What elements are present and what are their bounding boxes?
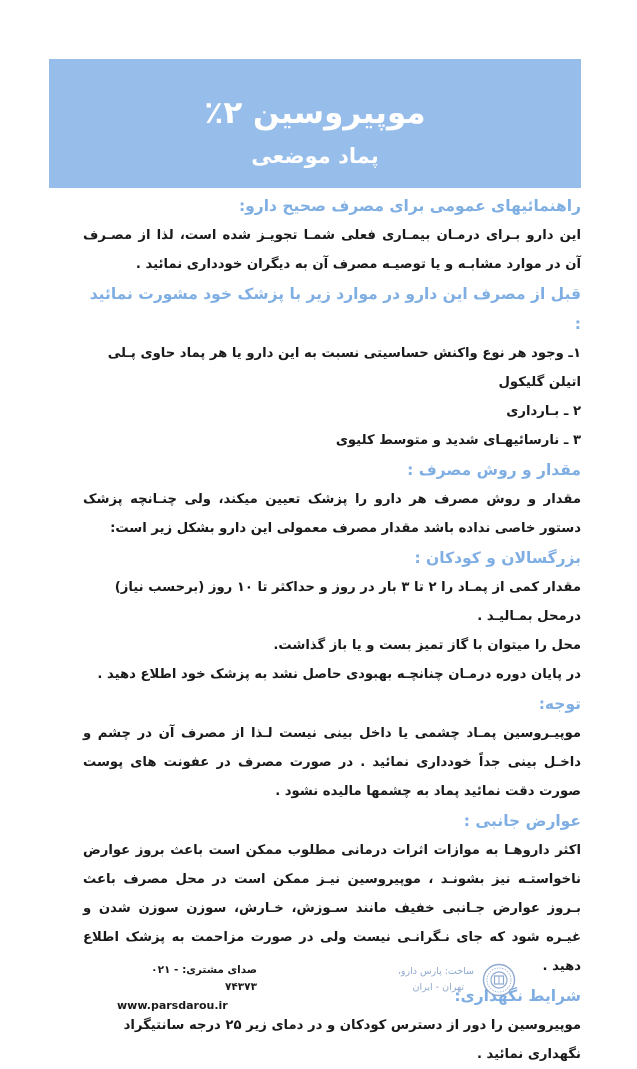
dosage-heading: مقدار و روش مصرف :	[407, 461, 581, 479]
adults-children-line: در پایان دوره درمـان چنانچـه بهبودی حاصل نشد به پزشک خود اطلاع دهید .	[97, 667, 581, 682]
before-use-item: ۱ـ وجود هر نوع واکنش حساسیتی نسبت به این دارو یا هر پماد حاوی پـلی اتیلن گلیکول	[107, 346, 581, 390]
adults-children-heading: بزرگسالان و کودکان :	[414, 549, 581, 567]
storage-text: موپیروسین را دور از دسترس کودکان و در دمای زیر ۲۵ درجه سانتیگراد نگهداری نمائید .	[123, 1018, 581, 1062]
dosage-text: مقدار و روش مصرف هر دارو را پزشک تعیین میکند، ولی چنـانچه پزشک دستور خاصی نداده باشد مقدار مصرف معمولی این دارو بشکل زیر است:	[83, 492, 581, 536]
before-use-item: ۲ ـ بـارداری	[506, 404, 581, 419]
adults-children-line: مقدار کمی از پمـاد را ۲ تا ۳ بار در روز و حداکثر تا ۱۰ روز (برحسب نیاز) درمحل بمـالیـد .	[114, 580, 581, 624]
side-effects-text: اکثر داروهـا به موازات اثرات درمانی مطلوب ممکن است باعث بروز عوارض ناخواستـه نیز بشونـد ، موپیروسین نیـز ممکن است در محل مصرف باعث بـروز عوارض جـانبی خفیف مانند سـوزش، خـارش، سوزن سوزن شدن و غیـره شود که جای نـگرانـی نیست ولی در صورت مزاحمت به پزشک اطلاع دهید .	[83, 843, 581, 974]
storage-heading: شرایط نگهداری:	[454, 987, 581, 1005]
footer	[0, 958, 637, 1012]
note-text: موپیـروسین پمـاد چشمی یا داخل بینی نیست لـذا از مصرف آن در چشم و داخـل بینی جداً خودداری نمائید . در صورت مصرف در عفونت های پوست صورت دقت نمائید پماد به چشمها مالیده نشود .	[83, 726, 581, 799]
website-link[interactable]: www.parsdarou.ir	[117, 999, 228, 1012]
customer-contact	[117, 962, 257, 1016]
company-logo-icon	[482, 963, 516, 997]
side-effects-heading: عوارض جانبی :	[463, 812, 581, 830]
title-banner	[49, 59, 581, 188]
before-use-heading: قبل از مصرف این دارو در موارد زیر با پزشک خود مشورت نمائید :	[89, 285, 581, 333]
leaflet-content	[83, 191, 581, 1069]
drug-title: موپیروسین ۲٪	[204, 95, 426, 131]
general-guidance-heading: راهنمائیهای عمومی برای مصرف صحیح دارو:	[238, 197, 581, 215]
adults-children-line: محل را میتوان با گاز تمیز بست و یا باز گذاشت.	[273, 638, 581, 653]
manufacturer-info	[396, 964, 474, 996]
manufacturer-name: ساخت: پارس دارو،	[397, 966, 474, 977]
general-guidance-text: این دارو بـرای درمـان بیمـاری فعلی شمـا تجویـز شده است، لذا از مصـرف آن در موارد مشابـه و یا توصیـه مصرف آن به دیگران خودداری نمائید .	[83, 228, 581, 272]
manufacturer-city: تهران - ایران	[412, 982, 464, 993]
before-use-item: ۳ ـ نارسائیهـای شدید و متوسط کلیوی	[335, 433, 581, 448]
phone-label: صدای مشتری:	[182, 964, 257, 976]
drug-form-subtitle: پماد موضعی	[251, 144, 379, 168]
note-heading: توجه:	[538, 695, 581, 713]
phone-number: ۰۲۱ - ۷۴۳۷۳	[151, 964, 257, 993]
